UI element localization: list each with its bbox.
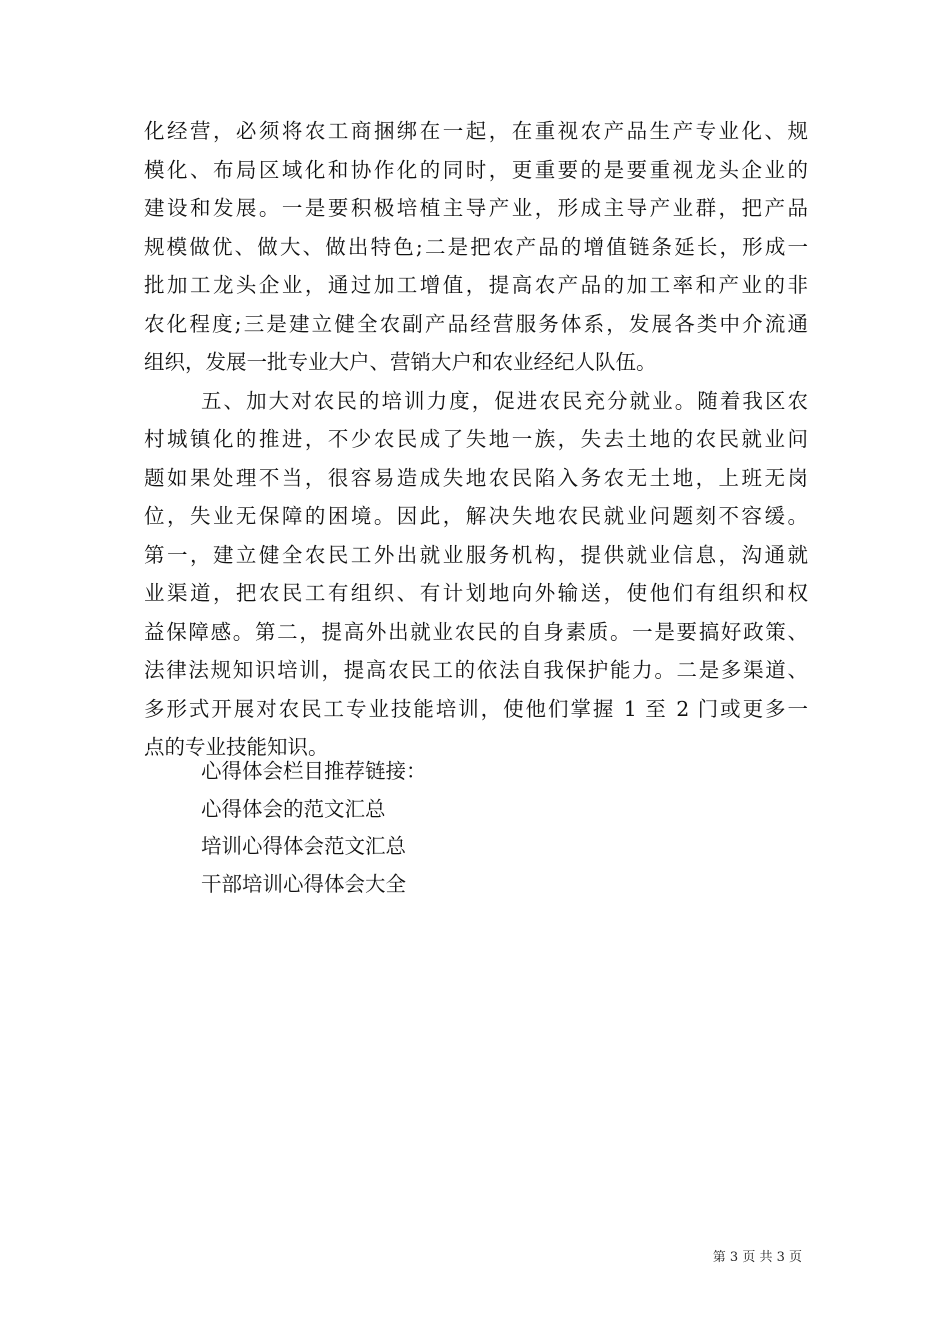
text-line: 业渠道，把农民工有组织、有计划地向外输送，使他们有组织和权 [144,581,808,605]
recommend-link[interactable]: 干部培训心得体会大全 [201,871,406,896]
recommend-link[interactable]: 培训心得体会范文汇总 [201,834,406,858]
text-line: 位，失业无保障的困境。因此，解决失地农民就业问题刻不容缓。 [144,504,808,528]
text-line: 化经营，必须将农工商捆绑在一起，在重视农产品生产专业化、规 [144,119,808,143]
text-line: 农化程度;三是建立健全农副产品经营服务体系，发展各类中介流通 [144,311,808,336]
text-line: 点的专业技能知识。 [144,735,329,759]
text-line: 规模做优、做大、做出特色;二是把农产品的增值链条延长，形成一 [144,234,808,259]
recommend-link[interactable]: 心得体会的范文汇总 [201,796,386,821]
text-line: 益保障感。第二，提高外出就业农民的自身素质。一是要搞好政策、 [144,619,808,644]
text-line: 多形式开展对农民工专业技能培训，使他们掌握 1 至 2 门或更多一 [144,696,808,721]
text-line: 建设和发展。一是要积极培植主导产业，形成主导产业群，把产品 [144,196,808,220]
text-line: 组织，发展一批专业大户、营销大户和农业经纪人队伍。 [144,350,657,374]
recommend-section [201,753,427,903]
document-body [144,112,808,767]
paragraph-continued [144,112,808,382]
text-line: 法律法规知识培训，提高农民工的依法自我保护能力。二是多渠道、 [144,658,808,682]
text-line: 第一，建立健全农民工外出就业服务机构，提供就业信息，沟通就 [144,542,808,567]
paragraph-five [144,382,808,767]
text-line: 五、加大对农民的培训力度，促进农民充分就业。随着我区农 [201,388,808,413]
text-line: 村城镇化的推进，不少农民成了失地一族，失去土地的农民就业问 [144,427,808,451]
text-line: 题如果处理不当，很容易造成失地农民陷入务农无土地，上班无岗 [144,465,808,490]
recommend-heading: 心得体会栏目推荐链接： [201,759,427,783]
text-line: 批加工龙头企业，通过加工增值，提高农产品的加工率和产业的非 [144,273,808,297]
text-line: 模化、布局区域化和协作化的同时，更重要的是要重视龙头企业的 [144,157,808,182]
page-indicator: 第 3 页 共 3 页 [712,1250,802,1265]
